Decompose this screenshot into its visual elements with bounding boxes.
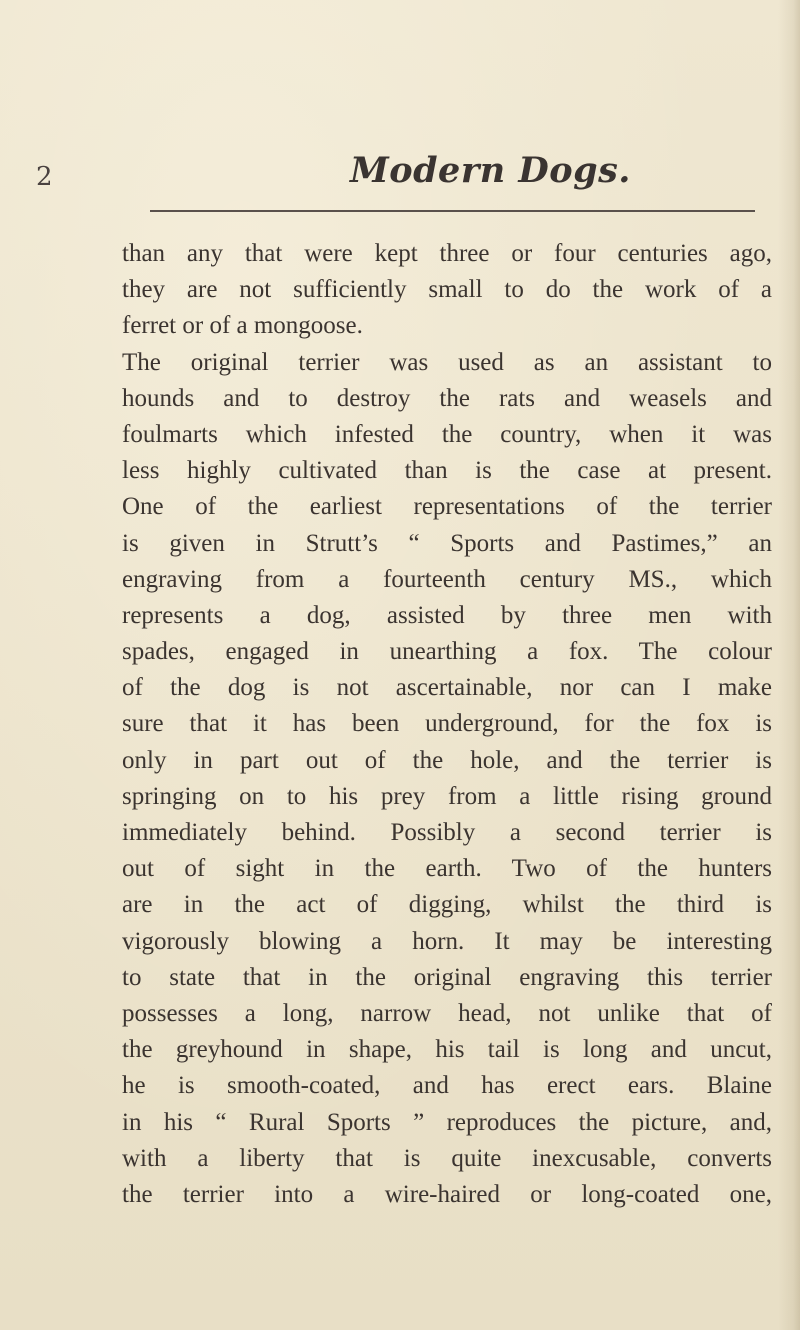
running-head: Modern Dogs. (350, 150, 631, 191)
page-number: 2 (36, 162, 53, 192)
text-line: less highly cultivated than is the case at present. (122, 457, 772, 485)
text-line: vigorously blowing a horn. It may be interesting (122, 927, 772, 955)
text-line: foulmarts which infested the country, when it was (122, 420, 772, 448)
body-text (122, 236, 772, 1213)
text-line: is given in Strutt’s “ Sports and Pastimes,” an (122, 529, 772, 557)
text-line: of the dog is not ascertainable, nor can I make (122, 674, 772, 702)
text-line: One of the earliest representations of the terrier (122, 493, 772, 521)
text-line: the greyhound in shape, his tail is long and uncut, (122, 1036, 772, 1064)
text-line: are in the act of digging, whilst the third is (122, 891, 772, 919)
text-line: sure that it has been underground, for the fox is (122, 710, 772, 738)
text-line: out of sight in the earth. Two of the hunters (122, 855, 772, 883)
text-line: only in part out of the hole, and the terrier is (122, 746, 772, 774)
text-line: with a liberty that is quite inexcusable, converts (122, 1144, 772, 1172)
text-line: hounds and to destroy the rats and weasels and (122, 384, 772, 412)
page-edge-shadow (778, 0, 800, 1330)
text-line: engraving from a fourteenth century MS., which (122, 565, 772, 593)
page-header (0, 150, 800, 198)
text-line: they are not sufficiently small to do the work of a (122, 276, 772, 304)
text-line: possesses a long, narrow head, not unlike that of (122, 999, 772, 1027)
text-line: spades, engaged in unearthing a fox. The colour (122, 638, 772, 666)
text-line: immediately behind. Possibly a second terrier is (122, 819, 772, 846)
text-line: The original terrier was used as an assistant to (122, 348, 772, 376)
text-line: to state that in the original engraving this terrier (122, 963, 772, 991)
header-rule (150, 210, 755, 212)
text-line: than any that were kept three or four centuries ago, (122, 240, 772, 267)
text-line: he is smooth-coated, and has erect ears. Blaine (122, 1072, 772, 1100)
text-line: the terrier into a wire-haired or long-coated one, (122, 1180, 772, 1208)
text-line: springing on to his prey from a little rising ground (122, 782, 772, 810)
text-line: represents a dog, assisted by three men with (122, 601, 772, 629)
text-line: ferret or of a mongoose. (122, 312, 363, 340)
text-line: in his “ Rural Sports ” reproduces the picture, and, (122, 1108, 772, 1136)
